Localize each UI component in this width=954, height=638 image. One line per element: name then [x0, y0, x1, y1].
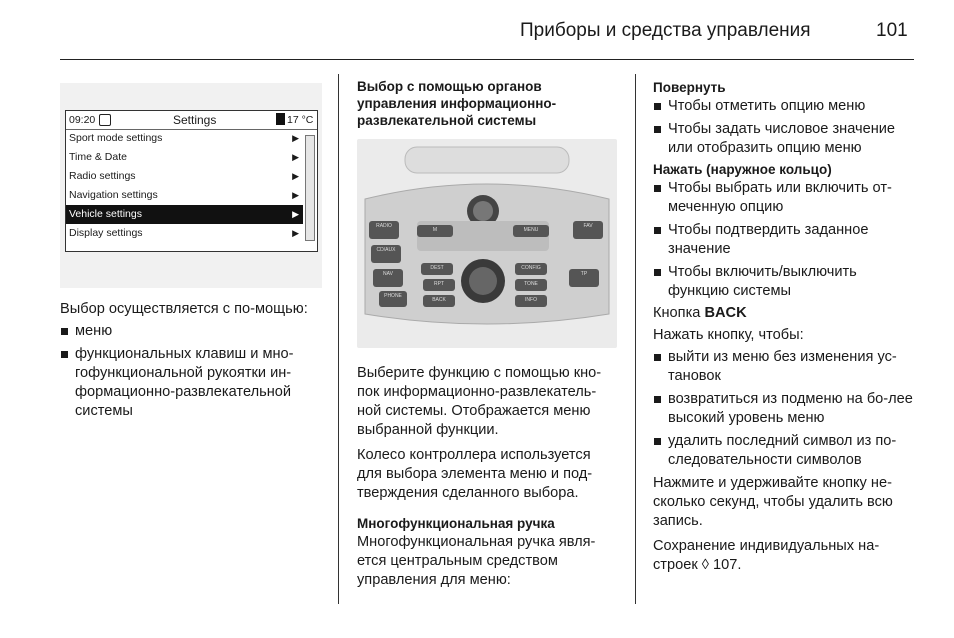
menu-item[interactable]: Radio settings ▶: [66, 167, 303, 186]
menu-item-selected[interactable]: Vehicle settings ▶: [66, 205, 303, 224]
chevron-right-icon: ▶: [292, 228, 299, 238]
chevron-right-icon: ▶: [292, 171, 299, 181]
save-text: Сохранение индивидуальных на-строек ◊ 107.: [653, 538, 880, 573]
list-item: Чтобы выбрать или включить от-меченную опцию: [653, 179, 915, 217]
column-divider: [338, 74, 339, 604]
fav-button[interactable]: FAV: [573, 221, 603, 239]
rpt-button[interactable]: RPT: [423, 279, 455, 291]
display-screen: [65, 110, 318, 252]
chevron-right-icon: ▶: [292, 152, 299, 162]
back-key-label: BACK: [704, 305, 747, 321]
list-item: Чтобы подтвердить заданное значение: [653, 221, 915, 259]
tp-button[interactable]: TP: [569, 269, 599, 287]
column-2: [357, 78, 619, 129]
column-3: [653, 78, 915, 575]
page-number: 101: [876, 20, 908, 41]
cd-aux-button[interactable]: CD/AUX: [371, 245, 401, 263]
screen-temperature: 17 °C: [287, 114, 314, 126]
col1-list: [60, 322, 322, 421]
list-item: Чтобы включить/выключить функцию системы: [653, 263, 915, 301]
col2-para1: Выберите функцию с помощью кно-пок информационно-развлекатель-ной системы. Отображается меню выбранной функции.: [357, 365, 602, 438]
control-panel-figure: [357, 139, 617, 348]
dest-button[interactable]: DEST: [421, 263, 453, 275]
list-item: меню: [60, 322, 322, 341]
chevron-right-icon: ▶: [292, 190, 299, 200]
col1-intro: Выбор осуществляется с по-мощью:: [60, 301, 308, 317]
menu-item[interactable]: Sport mode settings ▶: [66, 129, 303, 148]
list-item: выйти из меню без изменения ус-тановок: [653, 348, 915, 386]
col2-para2: Колесо контроллера используется для выбора элемента меню и под-тверждения сделанного выбора.: [357, 447, 593, 501]
thermometer-icon: [276, 113, 285, 125]
menu-item[interactable]: Navigation settings ▶: [66, 186, 303, 205]
settings-menu: [66, 129, 303, 243]
back-button[interactable]: BACK: [423, 295, 455, 307]
display-screen-figure: [60, 83, 322, 288]
nav-button[interactable]: NAV: [373, 269, 403, 287]
chevron-right-icon: ▶: [292, 209, 299, 219]
info-button[interactable]: INFO: [515, 295, 547, 307]
phone-button[interactable]: PHONE: [379, 291, 407, 307]
list-item: возвратиться из подменю на бо-лее высокий уровень меню: [653, 390, 915, 428]
press-list: [653, 179, 915, 301]
hold-text: Нажмите и удерживайте кнопку не-сколько секунд, чтобы удалить всю запись.: [653, 475, 893, 529]
menu-item[interactable]: Time & Date ▶: [66, 148, 303, 167]
screen-status-bar: [66, 111, 317, 130]
m-button[interactable]: M: [417, 225, 453, 237]
back-key-line: Кнопка BACK: [653, 305, 747, 321]
list-item: Чтобы отметить опцию меню: [653, 97, 915, 116]
page-title: Приборы и средства управления: [520, 20, 811, 41]
back-intro: Нажать кнопку, чтобы:: [653, 327, 804, 343]
control-panel-drawing: [357, 139, 617, 348]
rotate-list: [653, 97, 915, 158]
col2-subheading: Многофункциональная ручка: [357, 516, 555, 531]
tone-button[interactable]: TONE: [515, 279, 547, 291]
screen-title: Settings: [173, 113, 217, 127]
back-list: [653, 348, 915, 470]
column-divider: [635, 74, 636, 604]
list-item: удалить последний символ из по-следовательности символов: [653, 432, 915, 470]
col2-heading: Выбор с помощью органов управления информационно-развлекательной системы: [357, 79, 557, 128]
screen-time: 09:20: [69, 114, 96, 126]
col2-para3: Многофункциональная ручка явля-ется центральным средством управления для меню:: [357, 534, 596, 588]
list-item: Чтобы задать числовое значение или отобразить опцию меню: [653, 120, 915, 158]
radio-button[interactable]: RADIO: [369, 221, 399, 239]
clock-icon: [99, 114, 111, 126]
menu-item[interactable]: Display settings ▶: [66, 224, 303, 243]
menu-button[interactable]: MENU: [513, 225, 549, 237]
chevron-right-icon: ▶: [292, 133, 299, 143]
list-item: функциональных клавиш и мно-гофункциональной рукоятки ин-формационно-развлекательной системы: [60, 345, 322, 421]
config-button[interactable]: CONFIG: [515, 263, 547, 275]
column-1: [60, 300, 322, 421]
header-rule: [60, 59, 914, 60]
scrollbar[interactable]: [305, 135, 315, 241]
press-heading: Нажать (наружное кольцо): [653, 162, 832, 177]
column-2-body: [357, 364, 619, 590]
rotate-heading: Повернуть: [653, 80, 726, 95]
